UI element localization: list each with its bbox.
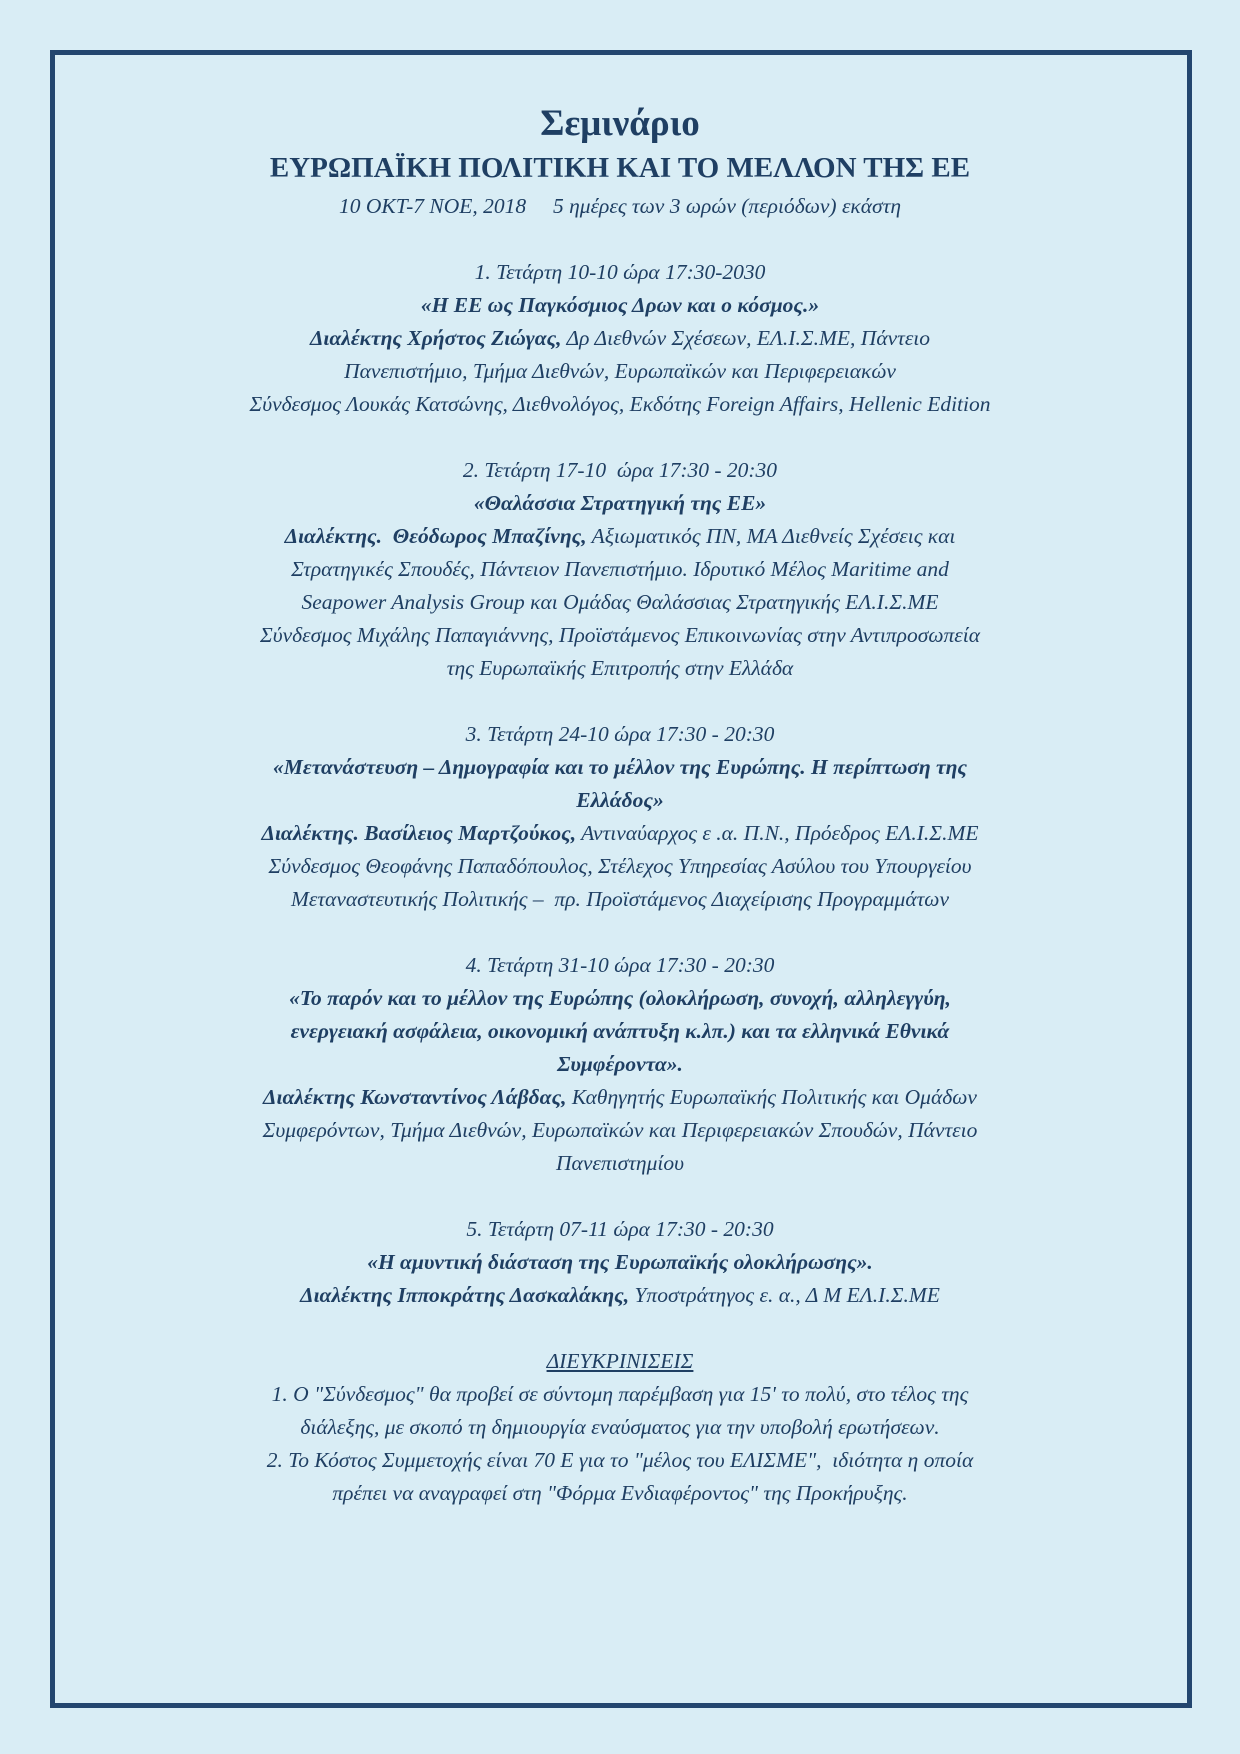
session-1-topic: «Η ΕΕ ως Παγκόσμιος Δρων και ο κόσμος.»	[420, 293, 820, 317]
session-3	[0, 718, 1240, 916]
session-2-line: Σύνδεσμος Μιχάλης Παπαγιάννης, Προϊστάμενος Επικοινωνίας στην Αντιπροσωπεία	[259, 623, 981, 647]
session-5-speaker	[0, 1279, 1240, 1312]
session-1-line: Σύνδεσμος Λουκάς Κατσώνης, Διεθνολόγος, Εκδότης Foreign Affairs, Hellenic Edition	[249, 392, 991, 416]
session-4-topic: ενεργειακή ασφάλεια, οικονομική ανάπτυξη κ.λπ.) και τα ελληνικά Εθνικά	[290, 1019, 950, 1043]
session-4-speaker-label: Διαλέκτης Κωνσταντίνος Λάβδας,	[263, 1085, 567, 1109]
session-4-line: Πανεπιστημίου	[556, 1151, 684, 1175]
session-4-when: 4. Τετάρτη 31-10 ώρα 17:30 - 20:30	[465, 953, 775, 977]
session-1-speaker-label: Διαλέκτης Χρήστος Ζιώγας,	[309, 326, 562, 350]
session-4	[0, 949, 1240, 1180]
session-2-when: 2. Τετάρτη 17-10 ώρα 17:30 - 20:30	[462, 458, 778, 482]
session-3-line: Σύνδεσμος Θεοφάνης Παπαδόπουλος, Στέλεχος Υπηρεσίας Ασύλου του Υπουργείου	[268, 854, 972, 878]
session-5	[0, 1213, 1240, 1312]
session-4-topic: Συμφέροντα».	[557, 1052, 683, 1076]
seminar-subtitle: ΕΥΡΩΠΑΪΚΗ ΠΟΛΙΤΙΚΗ ΚΑΙ ΤΟ ΜΕΛΛΟΝ ΤΗΣ ΕΕ	[269, 152, 971, 184]
session-4-speaker-rest: Καθηγητής Ευρωπαϊκής Πολιτικής και Ομάδων	[566, 1085, 977, 1109]
session-2-speaker-rest: Αξιωματικός ΠΝ, ΜΑ Διεθνείς Σχέσεις και	[586, 524, 956, 548]
page-title: Σεμινάριο	[540, 103, 700, 144]
session-5-speaker-rest: Υποστράτηγος ε. α., Δ Μ ΕΛ.Ι.Σ.ΜΕ	[629, 1283, 940, 1307]
clarifications-heading: ΔΙΕΥΚΡΙΝΙΣΕΙΣ	[546, 1349, 694, 1373]
session-2-line: Στρατηγικές Σπουδές, Πάντειον Πανεπιστήμιο. Ιδρυτικό Μέλος Maritime and	[291, 557, 949, 581]
document-body	[0, 100, 1240, 1510]
clarification-line: διάλεξης, με σκοπό τη δημιουργία εναύσματος για την υποβολή ερωτήσεων.	[300, 1415, 940, 1439]
session-5-when: 5. Τετάρτη 07-11 ώρα 17:30 - 20:30	[466, 1217, 774, 1241]
session-4-topic: «Το παρόν και το μέλλον της Ευρώπης (ολοκλήρωση, συνοχή, αλληλεγγύη,	[289, 986, 951, 1010]
session-4-speaker	[0, 1081, 1240, 1114]
session-2-speaker-label: Διαλέκτης. Θεόδωρος Μπαζίνης,	[284, 524, 587, 548]
session-2-line: Seapower Analysis Group και Ομάδας Θαλάσσιας Στρατηγικής ΕΛ.Ι.Σ.ΜΕ	[301, 590, 939, 614]
session-1-speaker-rest: Δρ Διεθνών Σχέσεων, ΕΛ.Ι.Σ.ΜΕ, Πάντειο	[561, 326, 931, 350]
session-1-speaker	[0, 322, 1240, 355]
clarification-line: πρέπει να αναγραφεί στη "Φόρμα Ενδιαφέροντος" της Προκήρυξης.	[332, 1481, 908, 1505]
clarification-line: 2. Το Κόστος Συμμετοχής είναι 70 Ε για το "μέλος του ΕΛΙΣΜΕ", ιδιότητα η οποία	[266, 1448, 974, 1472]
clarification-line: 1. Ο "Σύνδεσμος" θα προβεί σε σύντομη παρέμβαση για 15' το πολύ, στο τέλος της	[271, 1382, 969, 1406]
session-2-line: της Ευρωπαϊκής Επιτροπής στην Ελλάδα	[446, 656, 794, 680]
session-3-line: Μεταναστευτικής Πολιτικής – πρ. Προϊστάμενος Διαχείρισης Προγραμμάτων	[290, 887, 950, 911]
clarifications	[0, 1345, 1240, 1510]
session-1	[0, 256, 1240, 421]
seminar-dates: 10 ΟΚΤ-7 ΝΟΕ, 2018 5 ημέρες των 3 ωρών (περιόδων) εκάστη	[338, 194, 902, 218]
session-1-when: 1. Τετάρτη 10-10 ώρα 17:30-2030	[474, 260, 766, 284]
session-2	[0, 454, 1240, 685]
session-2-topic: «Θαλάσσια Στρατηγική της ΕΕ»	[473, 491, 767, 515]
session-3-speaker-label: Διαλέκτης. Βασίλειος Μαρτζούκος,	[261, 821, 577, 845]
session-5-topic: «Η αμυντική διάσταση της Ευρωπαϊκής ολοκλήρωσης».	[367, 1250, 873, 1274]
session-3-topic: Ελλάδος»	[576, 788, 664, 812]
session-1-line: Πανεπιστήμιο, Τμήμα Διεθνών, Ευρωπαϊκών και Περιφερειακών	[344, 359, 896, 383]
session-4-line: Συμφερόντων, Τμήμα Διεθνών, Ευρωπαϊκών και Περιφερειακών Σπουδών, Πάντειο	[262, 1118, 978, 1142]
session-2-speaker	[0, 520, 1240, 553]
session-3-speaker	[0, 817, 1240, 850]
session-3-topic: «Μετανάστευση – Δημογραφία και το μέλλον της Ευρώπης. Η περίπτωση της	[273, 755, 967, 779]
session-3-when: 3. Τετάρτη 24-10 ώρα 17:30 - 20:30	[465, 722, 775, 746]
session-5-speaker-label: Διαλέκτης Ιπποκράτης Δασκαλάκης,	[300, 1283, 630, 1307]
session-3-speaker-rest: Αντιναύαρχος ε .α. Π.Ν., Πρόεδρος ΕΛ.Ι.Σ.ΜΕ	[576, 821, 979, 845]
